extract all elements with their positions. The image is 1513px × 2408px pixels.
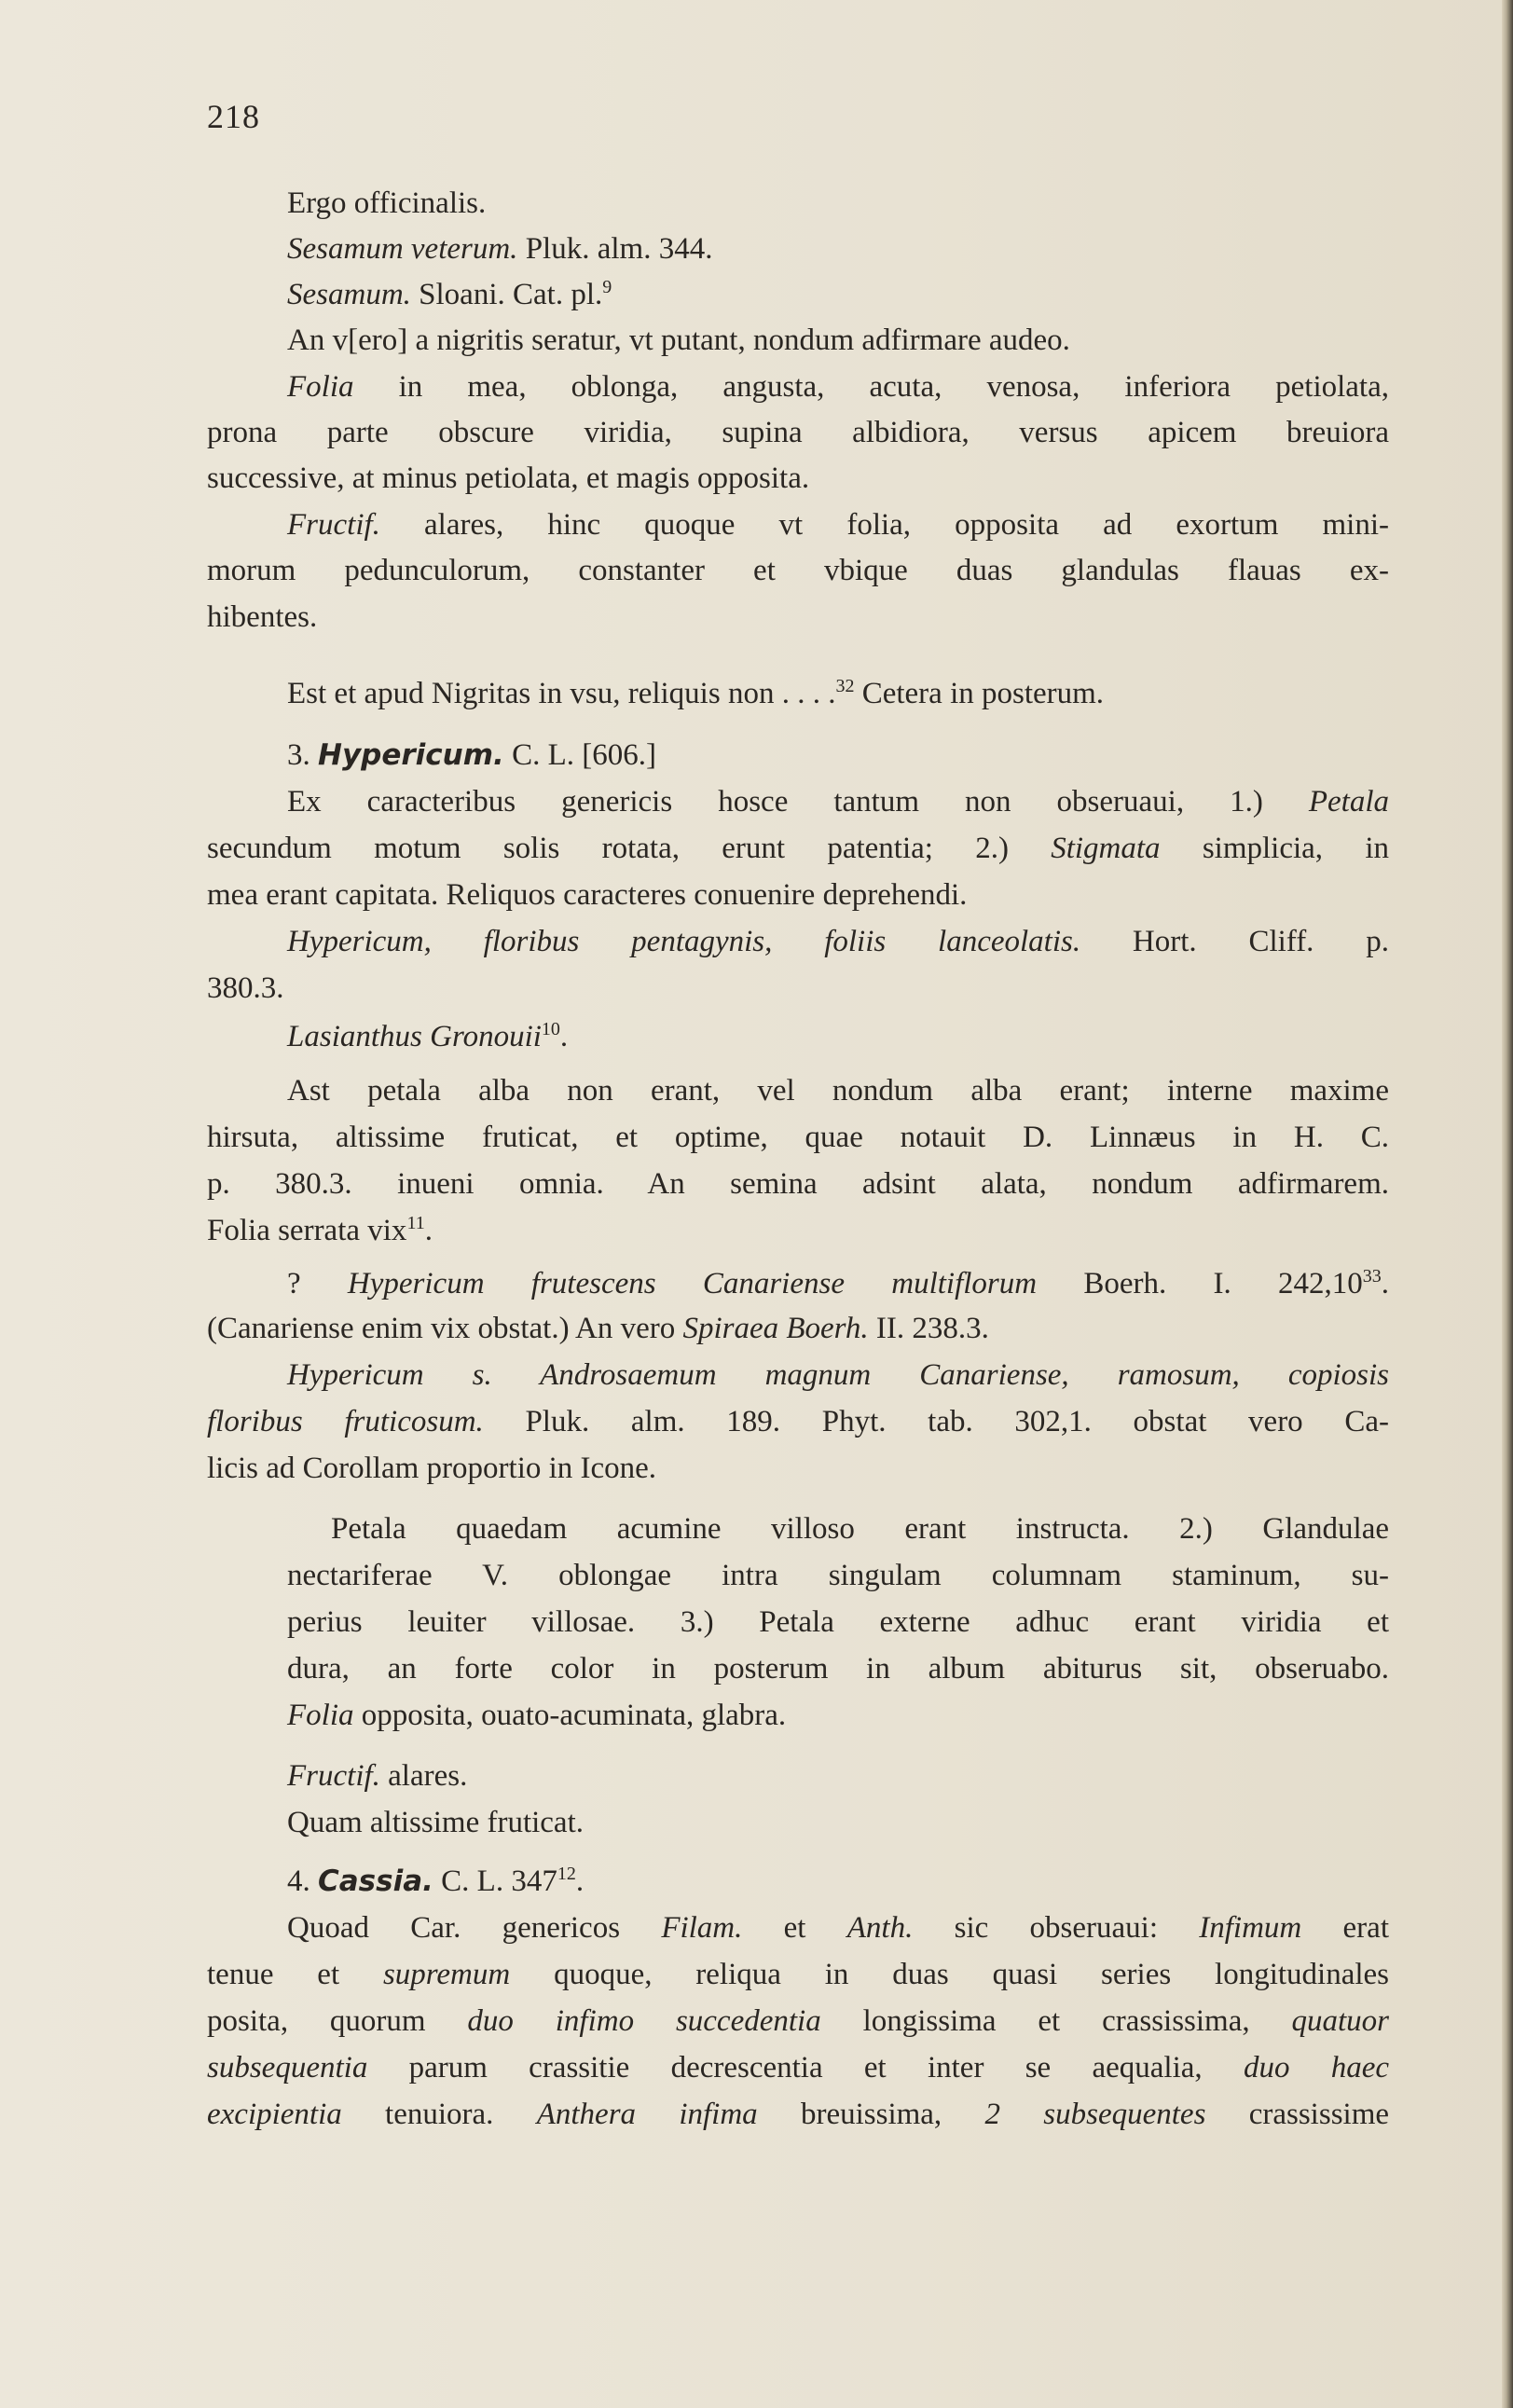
text-line: Ergo officinalis. — [287, 186, 487, 220]
text-line: tenue et supremum quoque, reliqua in duas quasi series longitudinales — [207, 1958, 1390, 1991]
text-line: prona parte obscure viridia, supina albidiora, versus apicem breuiora — [207, 416, 1389, 449]
text-line: p. 380.3. inueni omnia. An semina adsint alata, nondum adfirmarem. — [207, 1167, 1389, 1201]
text-line: nectariferae V. oblongae intra singulam columnam staminum, su- — [287, 1559, 1389, 1592]
text-line: floribus fruticosum. Pluk. alm. 189. Phyt. tab. 302,1. obstat vero Ca- — [207, 1405, 1390, 1438]
text-line: Hypericum s. Androsaemum magnum Canariense, ramosum, copiosis — [287, 1358, 1389, 1392]
text-line: dura, an forte color in posterum in album abiturus sit, obseruabo. — [287, 1652, 1389, 1686]
text-line: successive, at minus petiolata, et magis opposita. — [207, 461, 810, 495]
text-line: licis ad Corollam proportio in Icone. — [207, 1452, 657, 1485]
text-line: perius leuiter villosae. 3.) Petala externe adhuc erant viridia et — [287, 1605, 1389, 1639]
text-line: 380.3. — [207, 971, 284, 1005]
text-line: posita, quorum duo infimo succedentia longissima et crassissima, quatuor — [207, 2004, 1389, 2038]
section-heading: 4. Cassia. C. L. $347^{12}$. — [287, 1864, 585, 1898]
section-heading: 3. Hypericum. C. L. [606.] — [287, 738, 656, 772]
text-line: mea erant capitata. Reliquos caracteres conuenire deprehendi. — [207, 878, 968, 912]
text-line: Lasianthus Gronouii$^{10}$. — [287, 1019, 569, 1053]
text-line: hibentes. — [207, 600, 318, 634]
text-line: secundum motum solis rotata, erunt patentia; 2.) Stigmata simplicia, in — [207, 832, 1389, 865]
text-line: Folia serrata vix$^{11}$. — [207, 1213, 433, 1247]
text-line: ? Hypericum frutescens Canariense multiflorum Boerh. I. 242,10$^{33}$. — [287, 1266, 1389, 1300]
text-line: Quam altissime fruticat. — [287, 1806, 584, 1839]
text-line: subsequentia parum crassitie decrescentia et inter se aequalia, duo haec — [207, 2051, 1390, 2085]
text-line: Hypericum, floribus pentagynis, foliis lanceolatis. Hort. Cliff. p. — [287, 925, 1389, 958]
text-line: Folia opposita, ouato-acuminata, glabra. — [287, 1699, 787, 1732]
text-line: Ast petala alba non erant, vel nondum alba erant; interne maxime — [287, 1074, 1389, 1108]
text-line: Fructif. alares, hinc quoque vt folia, opposita ad exortum mini- — [287, 508, 1389, 542]
text-line: excipientia tenuiora. Anthera infima breuissima, 2 subsequentes crassissime — [207, 2098, 1390, 2131]
text-line: Fructif. alares. — [287, 1759, 468, 1793]
text-line: hirsuta, altissime fruticat, et optime, quae notauit D. Linnæus in H. C. — [207, 1121, 1389, 1154]
text-line: Quoad Car. genericos Filam. et Anth. sic obseruaui: Infimum erat — [287, 1911, 1389, 1945]
text-line: (Canariense enim vix obstat.) An vero Spiraea Boerh. II. 238.3. — [207, 1312, 989, 1345]
text-line: An v[ero] a nigritis seratur, vt putant, nondum adfirmare audeo. — [287, 323, 1070, 357]
text-line: morum pedunculorum, constanter et vbique duas glandulas flauas ex- — [207, 554, 1389, 587]
text-line: Est et apud Nigritas in vsu, reliquis non . . . .$^{32}$ Cetera in posterum. — [287, 676, 1105, 710]
text-line: Ex caracteribus genericis hosce tantum non obseruaui, 1.) Petala — [287, 785, 1389, 819]
text-line: Petala quaedam acumine villoso erant instructa. 2.) Glandulae — [331, 1512, 1389, 1546]
text-line: Folia in mea, oblonga, angusta, acuta, venosa, inferiora petiolata, — [287, 370, 1389, 404]
text-line: Sesamum. Sloani. Cat. pl.$^9$ — [287, 277, 612, 311]
page-edge — [1502, 0, 1513, 2408]
text-line: Sesamum veterum. Pluk. alm. 344. — [287, 232, 713, 266]
page-number: 218 — [207, 98, 260, 135]
